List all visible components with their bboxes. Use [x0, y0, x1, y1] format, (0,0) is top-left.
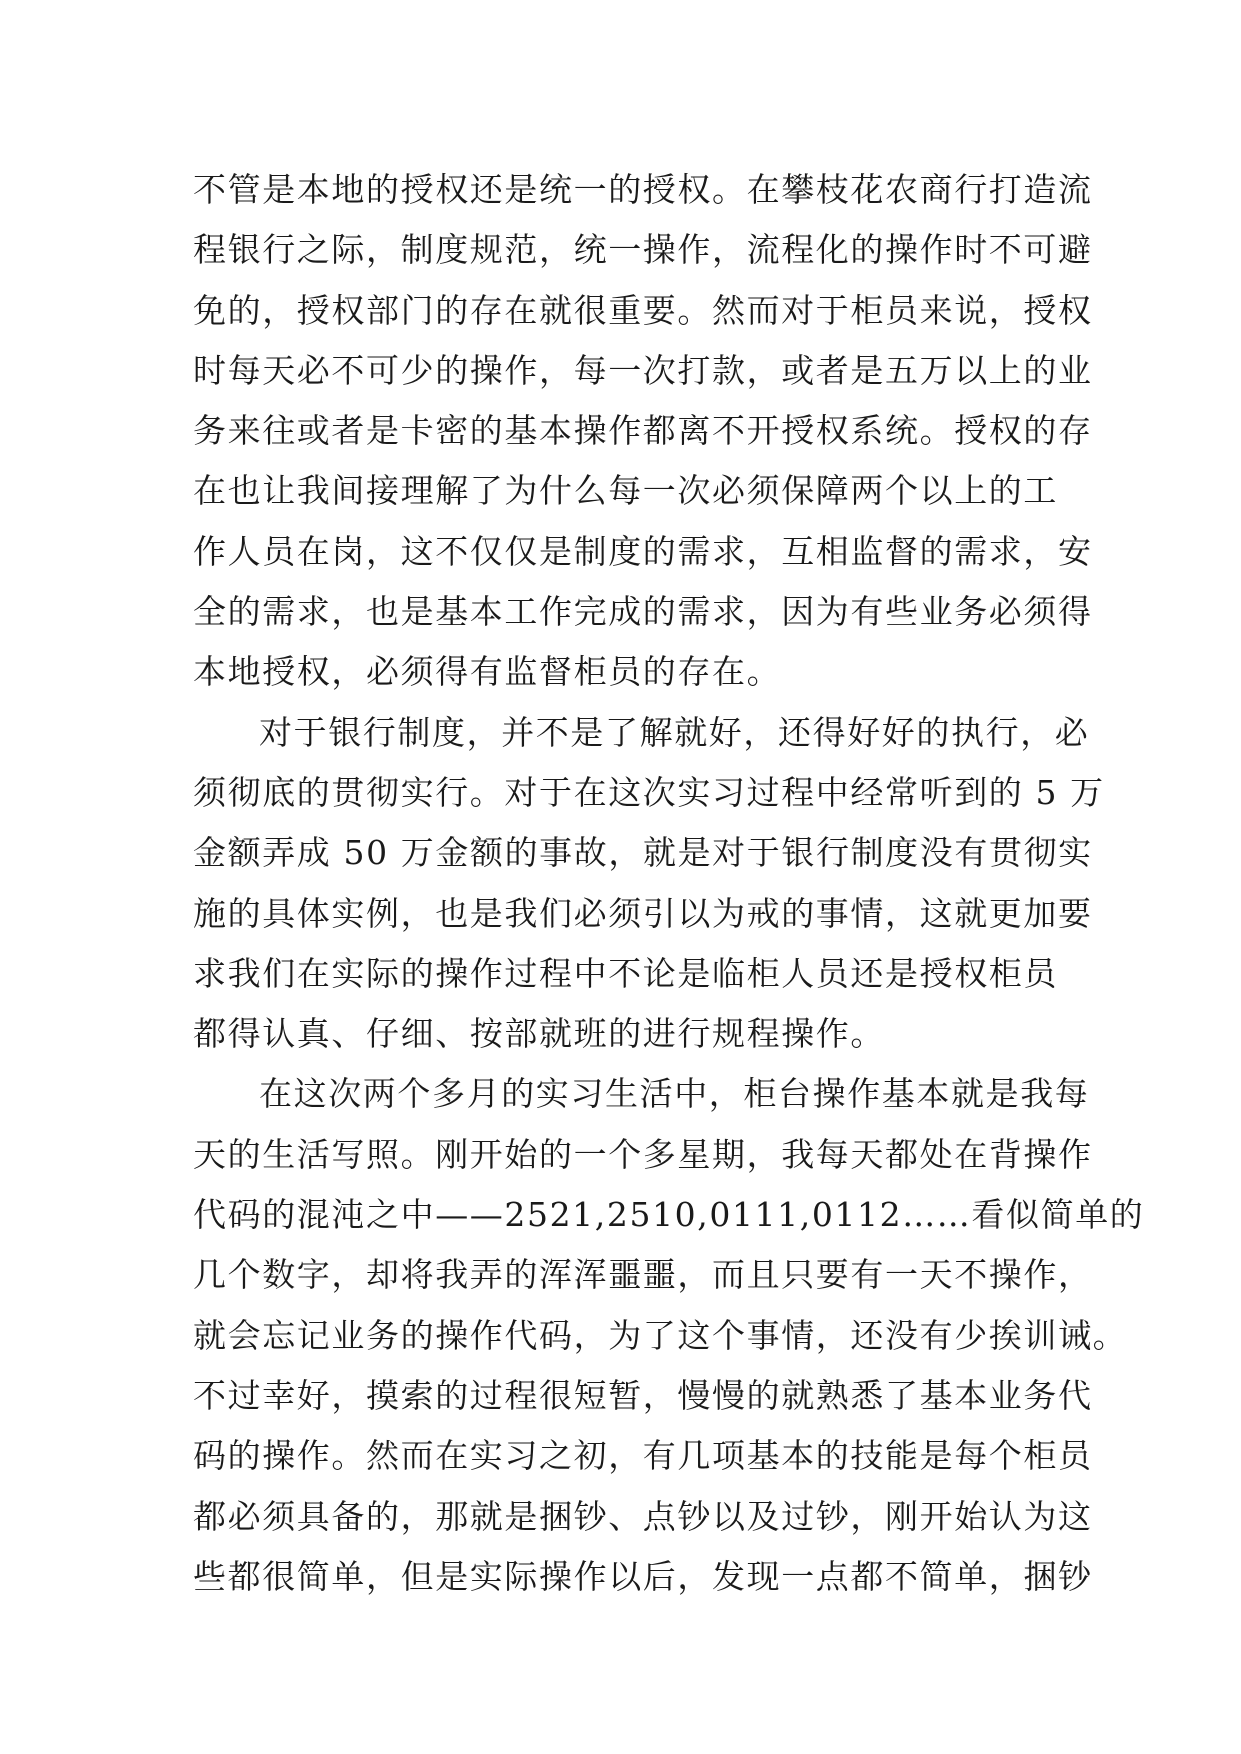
text-line: 天的生活写照。刚开始的一个多星期，我每天都处在背操作 [193, 1134, 1093, 1174]
text-line: 金额弄成 50 万金额的事故，就是对于银行制度没有贯彻实 [193, 833, 1093, 873]
text-line: 施的具体实例，也是我们必须引以为戒的事情，这就更加要 [193, 893, 1093, 933]
text-line: 不过幸好，摸索的过程很短暂，慢慢的就熟悉了基本业务代 [193, 1375, 1093, 1415]
text-line: 务来往或者是卡密的基本操作都离不开授权系统。授权的存 [193, 411, 1093, 451]
text-line: 在这次两个多月的实习生活中，柜台操作基本就是我每 [259, 1074, 1090, 1114]
text-line: 须彻底的贯彻实行。对于在这次实习过程中经常听到的 5 万 [193, 772, 1105, 812]
text-line: 都必须具备的，那就是捆钞、点钞以及过钞，刚开始认为这 [193, 1496, 1093, 1536]
text-line: 就会忘记业务的操作代码，为了这个事情，还没有少挨训诫。 [193, 1315, 1128, 1355]
text-line: 些都很简单，但是实际操作以后，发现一点都不简单，捆钞 [193, 1556, 1093, 1596]
text-line: 几个数字，却将我弄的浑浑噩噩，而且只要有一天不操作， [193, 1255, 1093, 1295]
text-line: 码的操作。然而在实习之初，有几项基本的技能是每个柜员 [193, 1436, 1093, 1476]
text-line: 作人员在岗，这不仅仅是制度的需求，互相监督的需求，安 [193, 531, 1093, 571]
text-line: 对于银行制度，并不是了解就好，还得好好的执行，必 [259, 712, 1090, 752]
paragraph-bank-rules [193, 703, 1105, 1065]
text-line: 本地授权，必须得有监督柜员的存在。 [193, 652, 782, 692]
paragraph-authorization [193, 160, 1093, 703]
text-line: 不管是本地的授权还是统一的授权。在攀枝花农商行打造流 [193, 170, 1093, 209]
text-line: 程银行之际，制度规范，统一操作，流程化的操作时不可避 [193, 230, 1093, 270]
body-text [193, 160, 1145, 1607]
text-line: 代码的混沌之中——2521,2510,0111,0112……看似简单的 [193, 1195, 1145, 1235]
text-line: 全的需求，也是基本工作完成的需求，因为有些业务必须得 [193, 592, 1093, 632]
text-line: 时每天必不可少的操作，每一次打款，或者是五万以上的业 [193, 350, 1093, 390]
text-line: 在也让我间接理解了为什么每一次必须保障两个以上的工 [193, 471, 1058, 511]
paragraph-counter-work [193, 1064, 1145, 1607]
text-line: 求我们在实际的操作过程中不论是临柜人员还是授权柜员 [193, 953, 1058, 993]
text-line: 都得认真、仔细、按部就班的进行规程操作。 [193, 1014, 885, 1054]
text-line: 免的，授权部门的存在就很重要。然而对于柜员来说，授权 [193, 290, 1093, 330]
